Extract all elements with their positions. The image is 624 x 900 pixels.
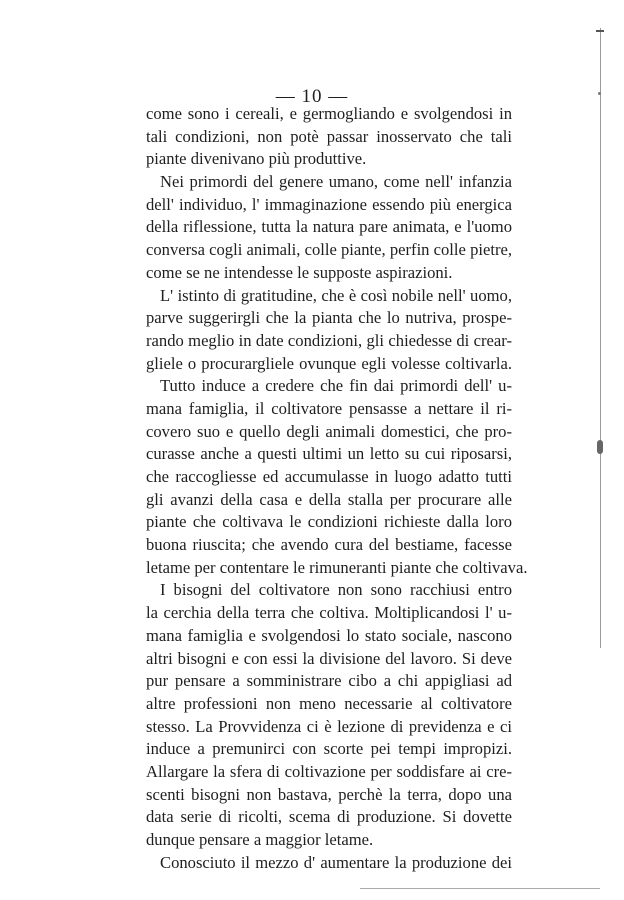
text-line: conversa cogli animali, colle piante, perfin colle pietre, [146,240,512,260]
text-line: dunque pensare a maggior letame. [146,830,374,849]
text-line: rando meglio in date condizioni, gli chiedesse di crear- [146,330,512,350]
text-line: gliele o procurargliele ovunque egli volesse coltivarla. [146,353,512,373]
text-line: mana famiglia e svolgendosi lo stato sociale, nascono [146,625,512,645]
margin-mark-middle [597,440,603,454]
text-line: I bisogni del coltivatore non sono racchiusi entro [160,580,512,600]
text-line: che raccogliesse ed accumulasse in luogo adatto tutti [146,467,512,486]
text-line: stesso. La Provvidenza ci è lezione di previdenza e ci [146,716,512,736]
margin-mark-lower [598,92,601,95]
text-line: come se ne intendesse le supposte aspirazioni. [146,262,453,282]
text-line: come sono i cereali, e germogliando e svolgendosi in [146,104,512,123]
text-line: piante che coltivava le condizioni richieste dalla loro [146,512,512,532]
bottom-edge-rule [360,888,600,889]
margin-mark-top [596,30,604,32]
text-line: pur pensare a somministrare cibo a chi appigliasi ad [146,671,512,691]
text-line: induce a premunirci con scorte pei tempi impropizi. [146,739,512,759]
text-line: altre professioni non meno necessarie al coltivatore [146,693,512,713]
text-line: letame per contentare le rimuneranti piante che coltivava. [146,557,528,577]
text-line: Nei primordi del genere umano, come nell' infanzia [160,172,512,192]
text-line: Allargare la sfera di coltivazione per soddisfare ai cre- [146,761,512,781]
text-line: della riflessione, tutta la natura pare animata, e l'uomo [146,217,512,237]
text-line: Conosciuto il mezzo d' aumentare la produzione dei [160,852,512,872]
text-line: scenti bisogni non bastava, perchè la terra, dopo una [146,784,512,804]
text-line: parve suggerirgli che la pianta che lo nutriva, prospe- [146,308,512,328]
text-line: curasse anche a questi ultimi un letto su cui riposarsi, [146,444,512,464]
text-line: la cerchia della terra che coltiva. Moltiplicandosi l' u- [146,603,512,623]
text-line: altri bisogni e con essi la divisione del lavoro. Si deve [146,648,512,668]
page-number: — 10 — [275,86,349,107]
text-line: L' istinto di gratitudine, che è così nobile nell' uomo, [160,285,512,305]
text-line: covero suo e quello degli animali domestici, che pro- [146,421,512,441]
text-line: mana famiglia, il coltivatore pensasse a nettare il ri- [146,398,512,418]
text-line: tali condizioni, non potè passar inosservato che tali [146,126,512,146]
text-line: buona riuscita; che avendo cura del bestiame, facesse [146,535,512,555]
text-line: piante divenivano più produttive. [146,149,367,169]
text-line: data serie di ricolti, scema di produzione. Si dovette [146,807,512,827]
text-line: dell' individuo, l' immaginazione essendo più energica [146,194,512,214]
body-text [146,103,528,874]
text-line: gli avanzi della casa e della stalla per procurare alle [146,489,512,509]
page-edge-rule [600,28,601,648]
text-line: Tutto induce a credere che fin dai primordi dell' u- [160,376,512,396]
